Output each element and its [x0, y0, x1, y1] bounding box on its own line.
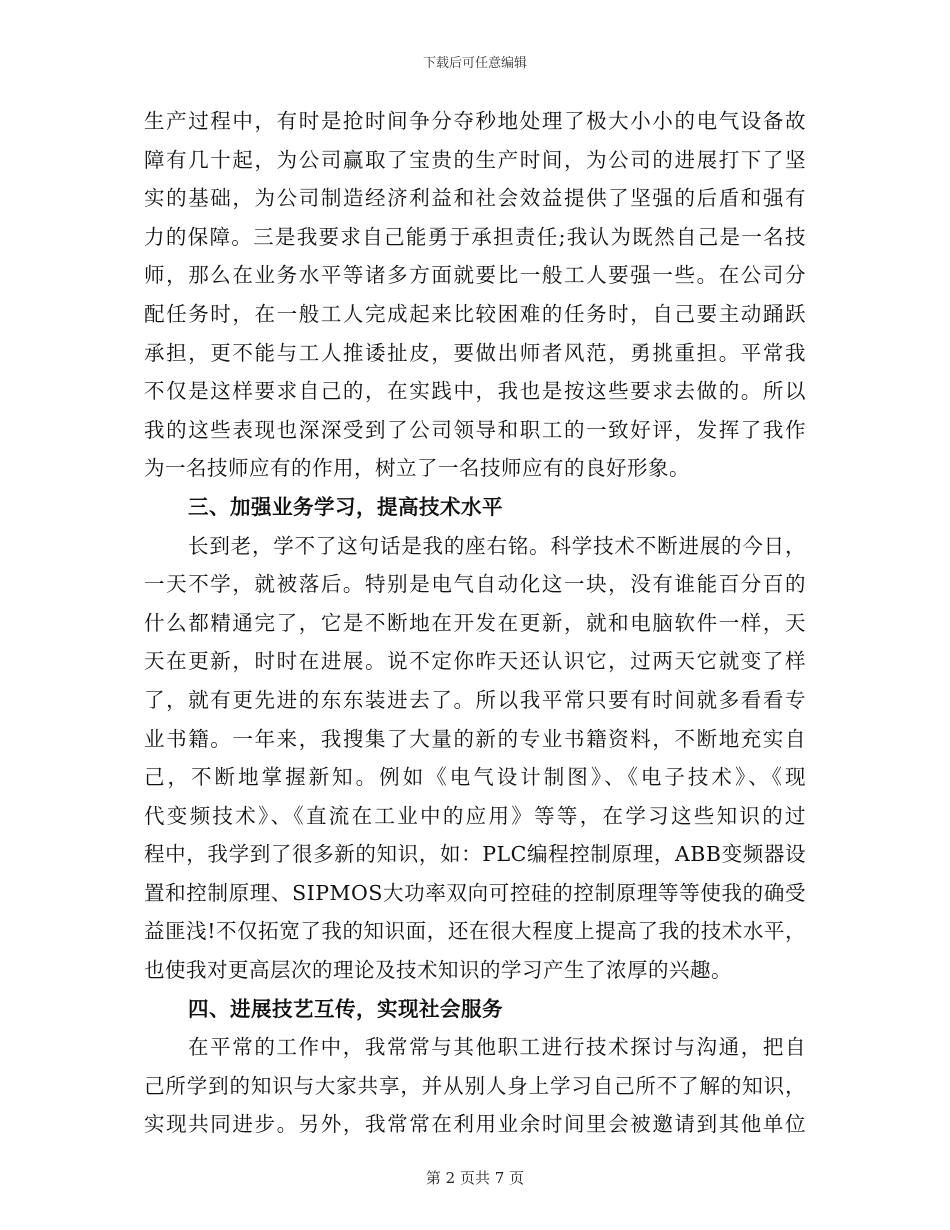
text-line: 不仅是这样要求自己的，在实践中，我也是按这些要求去做的。所以 — [144, 379, 806, 404]
text-line: 己所学到的知识与大家共享，并从别人身上学习自己所不了解的知识， — [144, 1073, 806, 1098]
text-line: 力的保障。三是我要求自己能勇于承担责任;我认为既然自己是一名技 — [144, 224, 806, 249]
text-line: 也使我对更高层次的理论及技术知识的学习产生了浓厚的兴趣。 — [144, 958, 732, 983]
document-body — [144, 102, 806, 1144]
text-line: 承担，更不能与工人推诿扯皮，要做出师者风范，勇挑重担。平常我 — [144, 340, 806, 365]
text-line: 师，那么在业务水平等诸多方面就要比一般工人要强一些。在公司分 — [144, 263, 806, 288]
section-heading: 四、进展技艺互传，实现社会服务 — [188, 996, 503, 1021]
text-line: 己，不断地掌握新知。例如《电气设计制图》、《电子技术》、《现 — [144, 765, 806, 790]
text-line: 什么都精通完了，它是不断地在开发在更新，就和电脑软件一样，天 — [144, 610, 806, 635]
text-line: 业书籍。一年来，我搜集了大量的新的专业书籍资料，不断地充实自 — [144, 726, 806, 751]
text-line: 实现共同进步。另外，我常常在利用业余时间里会被邀请到其他单位 — [144, 1112, 806, 1137]
text-line: 长到老，学不了这句话是我的座右铭。科学技术不断进展的今日， — [188, 533, 806, 558]
text-line: 生产过程中，有时是抢时间争分夺秒地处理了极大小小的电气设备故 — [144, 109, 806, 133]
text-line: 置和控制原理、SIPMOS大功率双向可控硅的控制原理等等使我的确受 — [144, 880, 806, 905]
text-line: 益匪浅!不仅拓宽了我的知识面，还在很大程度上提高了我的技术水平， — [144, 919, 806, 944]
page-number-footer: 第 2 页共 7 页 — [425, 1169, 525, 1187]
text-line: 天在更新，时时在进展。说不定你昨天还认识它，过两天它就变了样 — [144, 649, 806, 674]
text-line: 我的这些表现也深深受到了公司领导和职工的一致好评，发挥了我作 — [144, 417, 806, 442]
text-line: 配任务时，在一般工人完成起来比较困难的任务时，自己要主动踊跃 — [144, 301, 806, 326]
text-line: 代变频技术》、《直流在工业中的应用》等等，在学习这些知识的过 — [144, 803, 806, 828]
section-heading: 三、加强业务学习，提高技术水平 — [188, 494, 503, 519]
text-line: 一天不学，就被落后。特别是电气自动化这一块，没有谁能百分百的 — [144, 572, 806, 597]
text-line: 在平常的工作中，我常常与其他职工进行技术探讨与沟通，把自 — [188, 1035, 806, 1060]
text-line: 障有几十起，为公司赢取了宝贵的生产时间，为公司的进展打下了坚 — [144, 147, 806, 172]
text-line: 实的基础，为公司制造经济利益和社会效益提供了坚强的后盾和强有 — [144, 186, 806, 211]
text-line: 了，就有更先进的东东装进去了。所以我平常只要有时间就多看看专 — [144, 687, 806, 712]
text-line: 程中，我学到了很多新的知识，如：PLC编程控制原理，ABB变频器设 — [144, 842, 806, 867]
page-header: 下载后可任意编辑 — [422, 56, 527, 71]
text-line: 为一名技师应有的作用，树立了一名技师应有的良好形象。 — [144, 456, 690, 481]
